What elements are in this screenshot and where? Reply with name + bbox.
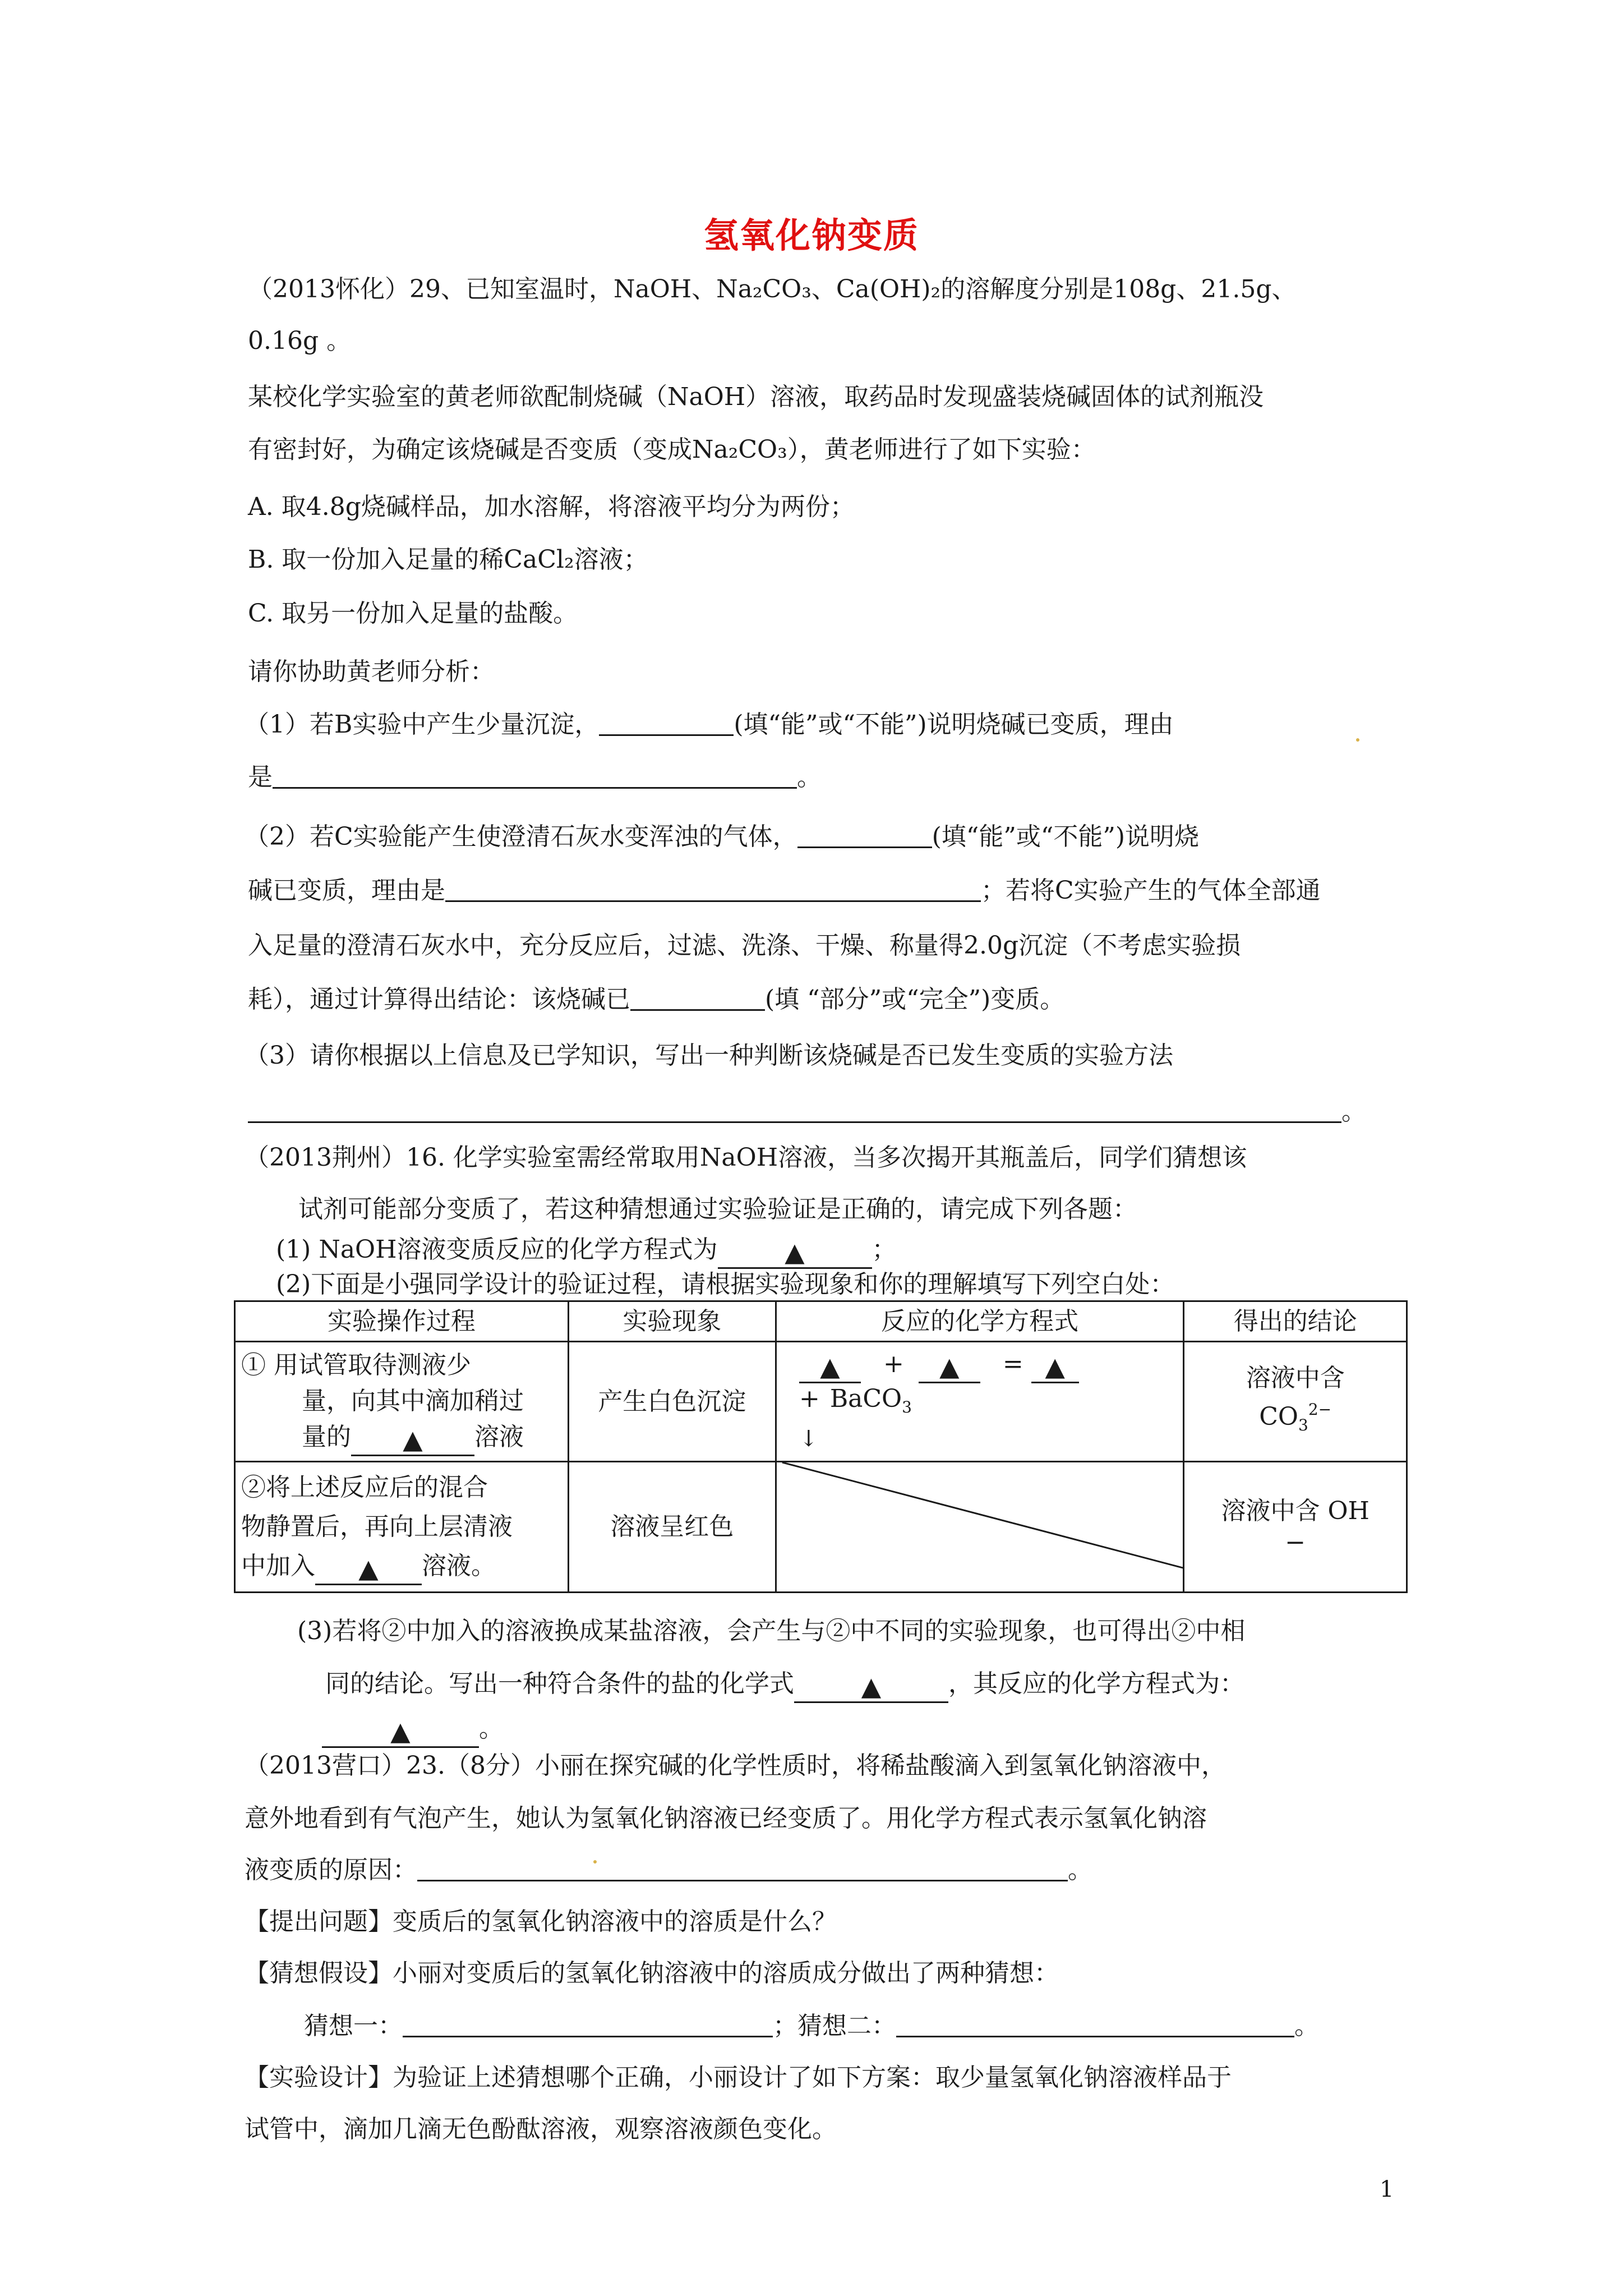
q3-design-line1: 【实验设计】为验证上述猜想哪个正确，小丽设计了如下方案：取少量氢氧化钠溶液样品于: [245, 2063, 1232, 2092]
experiment-table: [234, 1300, 1408, 1593]
row1-phenomenon: 产生白色沉淀: [568, 1342, 776, 1462]
q3-intro-line3: 液变质的原因： 。: [245, 1856, 1092, 1884]
q1-sub3-line2: 。: [248, 1096, 1366, 1128]
q3-question: 【提出问题】变质后的氢氧化钠溶液中的溶质是什么？: [245, 1907, 837, 1936]
answer-blank[interactable]: [417, 1857, 1068, 1881]
answer-blank[interactable]: [403, 2013, 773, 2037]
answer-blank[interactable]: [799, 1352, 861, 1383]
answer-blank[interactable]: [248, 1099, 1341, 1123]
table-row: [235, 1342, 1407, 1462]
triangle-mark-icon: ▲: [403, 1424, 423, 1455]
q3-hypothesis: 【猜想假设】小丽对变质后的氢氧化钠溶液中的溶质成分做出了两种猜想：: [245, 1959, 1059, 1987]
row1-equation: ▲ + ▲ = ▲+ BaCO$_3$ ↓: [776, 1342, 1183, 1462]
triangle-mark-icon: ▲: [861, 1671, 882, 1701]
row1-conclusion: 溶液中含 $CO_3^{2-}$: [1184, 1342, 1407, 1462]
q1-intro-line1: （2013怀化）29、已知室温时，NaOH、Na₂CO₃、Ca(OH)₂的溶解度分别是108g、21.5g、: [248, 275, 1297, 303]
answer-blank[interactable]: [630, 987, 765, 1011]
page-number: 1: [1380, 2177, 1394, 2202]
speck-mark: [1356, 738, 1359, 742]
triangle-mark-icon: ▲: [939, 1351, 960, 1382]
row2-phenomenon: 溶液呈红色: [568, 1462, 776, 1593]
row2-equation-empty: [776, 1462, 1183, 1593]
q1-paragraph-line2: 有密封好，为确定该烧碱是否变质（变成Na₂CO₃），黄老师进行了如下实验：: [248, 435, 1096, 464]
triangle-mark-icon: ▲: [390, 1716, 411, 1746]
q2-sub2: (2)下面是小强同学设计的验证过程，请根据实验现象和你的理解填写下列空白处：: [276, 1270, 1175, 1299]
answer-blank[interactable]: [1031, 1352, 1079, 1383]
table-header-cell: 得出的结论: [1184, 1301, 1407, 1342]
q3-guesses: 猜想一： ；猜想二： 。: [304, 2012, 1319, 2040]
triangle-mark-icon: ▲: [785, 1237, 805, 1267]
q2-intro-line1: （2013荆州）16. 化学实验室需经常取用NaOH溶液，当多次揭开其瓶盖后，同学们猜想该: [245, 1143, 1247, 1172]
answer-blank[interactable]: [315, 1554, 422, 1585]
triangle-mark-icon: ▲: [358, 1553, 379, 1584]
q2-intro-line2: 试剂可能部分变质了，若这种猜想通过实验验证是正确的，请完成下列各题：: [298, 1195, 1137, 1223]
arrow-down-icon: ↓: [799, 1426, 818, 1452]
row2-conclusion: 溶液中含 OH −: [1184, 1462, 1407, 1593]
triangle-mark-icon: ▲: [1045, 1351, 1065, 1382]
page-title: 氢氧化钠变质: [703, 215, 919, 256]
q1-paragraph-line1: 某校化学实验室的黄老师欲配制烧碱（NaOH）溶液，取药品时发现盛装烧碱固体的试剂瓶没: [248, 383, 1264, 411]
q1-sub2-line2: 碱已变质，理由是 ；若将C实验产生的气体全部通: [248, 876, 1321, 905]
q3-intro-line2: 意外地看到有气泡产生，她认为氢氧化钠溶液已经变质了。用化学方程式表示氢氧化钠溶: [245, 1804, 1207, 1833]
q1-step-c: C. 取另一份加入足量的盐酸。: [248, 599, 578, 628]
q1-step-b: B. 取一份加入足量的稀CaCl₂溶液；: [248, 545, 648, 574]
answer-blank[interactable]: [797, 824, 932, 848]
q1-sub2-line4: 耗），通过计算得出结论：该烧碱已 (填 “部分”或“完全”)变质。: [248, 985, 1065, 1014]
q1-sub2-line1: （2）若C实验能产生使澄清石灰水变浑浊的气体， (填“能”或“不能”)说明烧: [245, 822, 1199, 851]
q1-sub2-line3: 入足量的澄清石灰水中，充分反应后，过滤、洗涤、干燥、称量得2.0g沉淀（不考虑实验损: [248, 931, 1241, 960]
answer-blank[interactable]: [794, 1672, 948, 1703]
answer-blank[interactable]: [919, 1352, 980, 1383]
answer-blank[interactable]: [599, 712, 734, 736]
answer-blank[interactable]: [445, 878, 981, 902]
table-header-cell: 实验操作过程: [235, 1301, 569, 1342]
q1-sub1-line1: （1）若B实验中产生少量沉淀， (填“能”或“不能”)说明烧碱已变质，理由: [245, 710, 1174, 739]
row1-operation: ① 用试管取待测液少 量，向其中滴加稍过 量的 ▲ 溶液: [235, 1342, 569, 1462]
answer-blank[interactable]: [896, 2013, 1294, 2037]
answer-blank[interactable]: [273, 765, 797, 789]
q3-intro-line1: （2013营口）23.（8分）小丽在探究碱的化学性质时，将稀盐酸滴入到氢氧化钠溶液中，: [245, 1751, 1226, 1780]
q2-sub3-line2: 同的结论。写出一种符合条件的盐的化学式 ▲ ，其反应的化学方程式为：: [325, 1668, 1244, 1703]
q3-design-line2: 试管中，滴加几滴无色酚酞溶液，观察溶液颜色变化。: [245, 2115, 837, 2143]
diagonal-slash: [777, 1462, 1183, 1591]
q1-sub3-line1: （3）请你根据以上信息及已学知识，写出一种判断该烧碱是否已发生变质的实验方法: [245, 1041, 1173, 1070]
q1-ask: 请你协助黄老师分析：: [248, 657, 495, 686]
table-row: [235, 1462, 1407, 1593]
table-header-cell: 反应的化学方程式: [776, 1301, 1183, 1342]
triangle-mark-icon: ▲: [820, 1351, 840, 1382]
q1-sub1-line2: 是 。: [248, 763, 822, 792]
q1-intro-line2: 0.16g 。: [248, 326, 352, 355]
q2-sub3-line1: (3)若将②中加入的溶液换成某盐溶液，会产生与②中不同的实验现象，也可得出②中相: [297, 1617, 1246, 1645]
speck-mark: [593, 1860, 597, 1864]
q1-step-a: A. 取4.8g烧碱样品，加水溶解，将溶液平均分为两份；: [248, 493, 855, 521]
table-header-cell: 实验现象: [568, 1301, 776, 1342]
q2-sub3-line3: ▲ 。: [322, 1713, 504, 1748]
answer-blank[interactable]: [718, 1238, 872, 1269]
q2-sub1: (1) NaOH溶液变质反应的化学方程式为 ▲ ；: [276, 1234, 897, 1269]
row2-operation: ②将上述反应后的混合 物静置后，再向上层清液 中加入 ▲ 溶液。: [235, 1462, 569, 1593]
answer-blank[interactable]: [351, 1425, 474, 1456]
answer-blank[interactable]: [322, 1717, 479, 1748]
